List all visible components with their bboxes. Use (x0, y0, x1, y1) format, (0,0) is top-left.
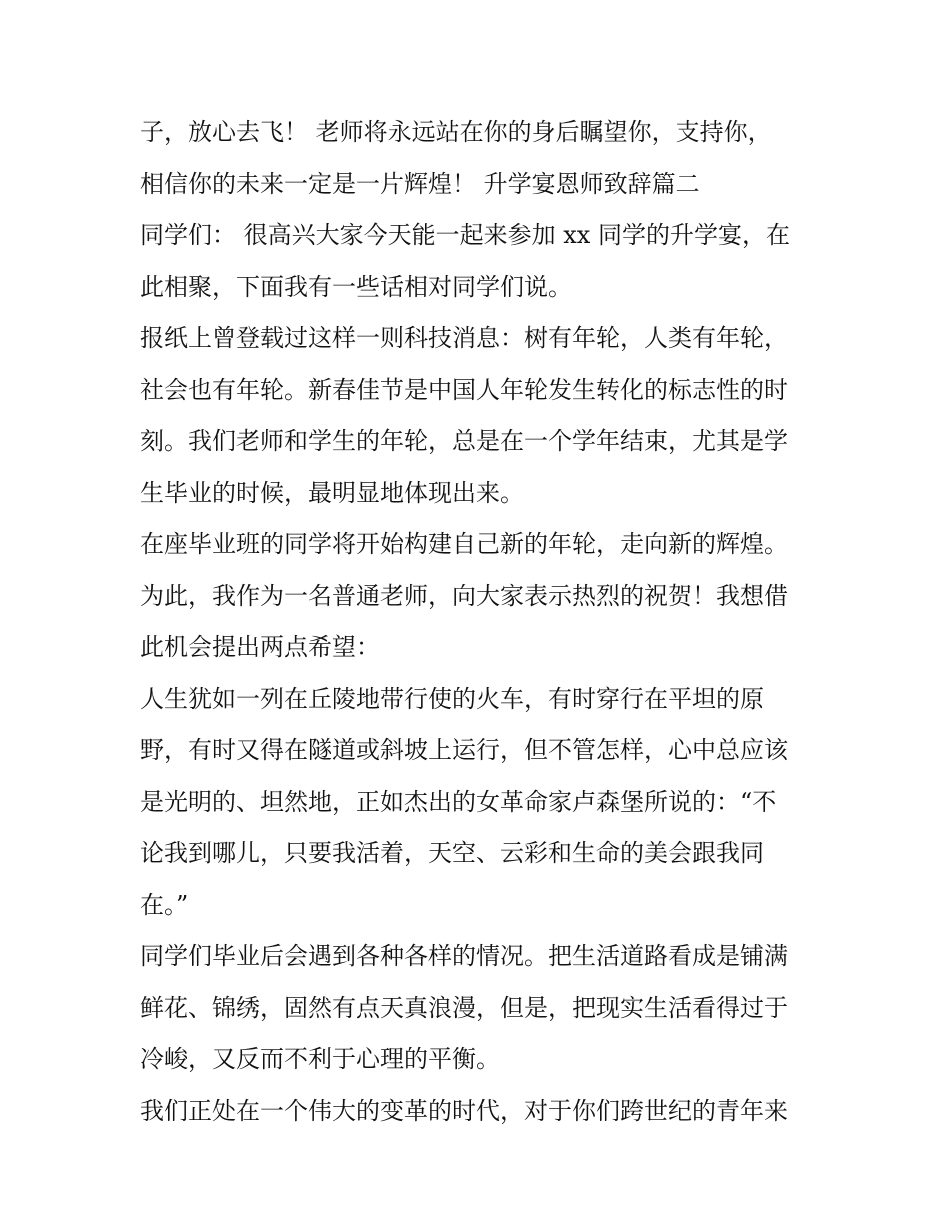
text-line: 人生犹如一列在丘陵地带行使的火车，有时穿行在平坦的原 (140, 684, 764, 713)
text-line: 在座毕业班的同学将开始构建自己新的年轮，走向新的辉煌。 (140, 530, 788, 558)
text-line: 此机会提出两点希望： (140, 633, 380, 661)
text-line: 在。” (140, 890, 189, 919)
text-line: 我们正处在一个伟大的变革的时代，对于你们跨世纪的青年来 (140, 1096, 788, 1125)
text-line: 为此，我作为一名普通老师，向大家表示热烈的祝贺！我想借 (140, 581, 788, 610)
text-line: 同学们： 很高兴大家今天能一起来参加 xx 同学的升学宴，在 (140, 221, 790, 249)
text-line: 野，有时又得在隧道或斜坡上运行，但不管怎样，心中总应该 (140, 736, 788, 764)
text-line: 刻。我们老师和学生的年轮，总是在一个学年结束，尤其是学 (140, 427, 788, 455)
text-line: 鲜花、锦绣，固然有点天真浪漫，但是，把现实生活看得过于 (140, 993, 788, 1022)
text-line: 同学们毕业后会遇到各种各样的情况。把生活道路看成是铺满 (140, 942, 788, 970)
text-line: 子，放心去飞！ 老师将永远站在你的身后瞩望你，支持你， (140, 118, 772, 146)
text-line: 社会也有年轮。新春佳节是中国人年轮发生转化的标志性的时 (140, 375, 788, 404)
text-line: 此相聚，下面我有一些话相对同学们说。 (140, 272, 572, 301)
text-line: 相信你的未来一定是一片辉煌！ 升学宴恩师致辞篇二 (140, 169, 700, 198)
text-line: 论我到哪儿，只要我活着，天空、云彩和生命的美会跟我同 (140, 839, 764, 867)
text-line: 是光明的、坦然地，正如杰出的女革命家卢森堡所说的：“不 (140, 787, 777, 816)
text-line: 冷峻，又反而不利于心理的平衡。 (140, 1045, 500, 1073)
document-body (140, 107, 840, 1137)
text-line: 报纸上曾登载过这样一则科技消息：树有年轮，人类有年轮， (140, 324, 788, 352)
text-line: 生毕业的时候，最明显地体现出来。 (140, 478, 524, 507)
